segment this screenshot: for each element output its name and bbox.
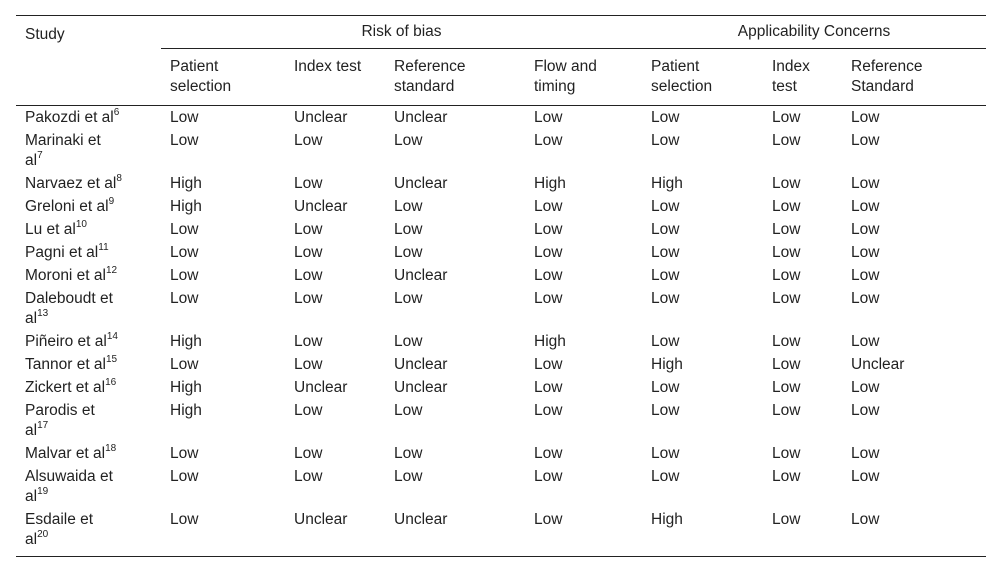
rating-cell: Low bbox=[294, 333, 323, 350]
study-name: Greloni et $al^9$ bbox=[25, 195, 115, 215]
reference-number: 15 bbox=[106, 353, 118, 365]
rating-cell: Low bbox=[394, 468, 423, 485]
column-header-line: Reference bbox=[851, 58, 923, 75]
rating-cell: Low bbox=[170, 221, 199, 238]
rating-cell: Unclear bbox=[394, 511, 448, 528]
rating-cell: Low bbox=[170, 468, 199, 485]
table-row bbox=[16, 195, 986, 218]
rating-cell: Low bbox=[394, 402, 423, 419]
study-name-line: $al^{19}$ bbox=[25, 485, 49, 505]
rating-cell: Low bbox=[651, 402, 680, 419]
rating-cell: Low bbox=[851, 402, 880, 419]
rating-cell: Low bbox=[772, 379, 801, 396]
rating-cell: Low bbox=[772, 221, 801, 238]
rating-cell: Low bbox=[851, 132, 880, 149]
rating-cell: Low bbox=[772, 402, 801, 419]
rating-cell: Low bbox=[772, 198, 801, 215]
rating-cell: Unclear bbox=[394, 109, 448, 126]
rating-cell: Low bbox=[534, 267, 563, 284]
rating-cell: High bbox=[651, 356, 683, 373]
rating-cell: Low bbox=[651, 267, 680, 284]
rating-cell: High bbox=[534, 333, 566, 350]
study-name: Narvaez et $al^8$ bbox=[25, 172, 122, 192]
study-name: Zickert et $al^{16}$ bbox=[25, 376, 117, 396]
rating-cell: Low bbox=[534, 356, 563, 373]
study-name-line: $al^{17}$ bbox=[25, 419, 49, 439]
column-header-line: selection bbox=[170, 78, 232, 95]
rating-cell: Low bbox=[651, 333, 680, 350]
study-name bbox=[16, 129, 161, 172]
reference-number: 17 bbox=[37, 419, 49, 431]
study-name: Malvar et $al^{18}$ bbox=[25, 442, 117, 462]
rating-cell: Low bbox=[651, 244, 680, 261]
study-name bbox=[16, 399, 161, 442]
rating-cell: Low bbox=[851, 379, 880, 396]
study-name: Tannor et $al^{15}$ bbox=[25, 353, 118, 373]
rating-cell: Low bbox=[170, 445, 199, 462]
column-header-line: Patient bbox=[170, 58, 219, 75]
rating-cell: Low bbox=[651, 445, 680, 462]
reference-number: 7 bbox=[37, 149, 43, 161]
table-row bbox=[16, 353, 986, 376]
table-row bbox=[16, 106, 986, 130]
rating-cell: Low bbox=[651, 379, 680, 396]
rating-cell: Low bbox=[772, 109, 801, 126]
rating-cell: Low bbox=[772, 290, 801, 307]
rating-cell: Low bbox=[651, 290, 680, 307]
study-name-line: Daleboudt et bbox=[25, 290, 113, 307]
rating-cell: Low bbox=[772, 132, 801, 149]
rating-cell: Low bbox=[294, 244, 323, 261]
study-name-line: $al^7$ bbox=[25, 149, 43, 169]
column-header-line: test bbox=[772, 78, 797, 95]
column-header bbox=[525, 49, 642, 106]
study-column-header bbox=[16, 25, 161, 106]
rating-cell: Low bbox=[534, 109, 563, 126]
study-name: Pakozdi et $al^6$ bbox=[25, 106, 120, 126]
rating-cell: Low bbox=[294, 402, 323, 419]
column-header-line: Standard bbox=[851, 78, 914, 95]
rating-cell: Low bbox=[651, 109, 680, 126]
rating-cell: High bbox=[170, 402, 202, 419]
rating-cell: Low bbox=[851, 333, 880, 350]
rating-cell: Low bbox=[851, 468, 880, 485]
rating-cell: Unclear bbox=[294, 109, 348, 126]
column-header-line: Patient bbox=[651, 58, 700, 75]
reference-number: 19 bbox=[37, 485, 49, 497]
table-row bbox=[16, 287, 986, 330]
study-name: Moroni et $al^{12}$ bbox=[25, 264, 118, 284]
header-group-row bbox=[16, 16, 986, 49]
rating-cell: Low bbox=[851, 221, 880, 238]
rating-cell: Low bbox=[534, 244, 563, 261]
rating-cell: Unclear bbox=[294, 511, 348, 528]
rating-cell: Unclear bbox=[394, 379, 448, 396]
quadas-table-container bbox=[16, 15, 986, 557]
rating-cell: High bbox=[534, 175, 566, 192]
rating-cell: Low bbox=[851, 175, 880, 192]
table-row bbox=[16, 330, 986, 353]
column-header-line: timing bbox=[534, 78, 576, 95]
table-row bbox=[16, 241, 986, 264]
rating-cell: Low bbox=[534, 468, 563, 485]
rating-cell: Low bbox=[294, 221, 323, 238]
column-header bbox=[385, 49, 525, 106]
reference-number: 14 bbox=[106, 330, 118, 342]
rating-cell: Unclear bbox=[394, 356, 448, 373]
rating-cell: Unclear bbox=[294, 198, 348, 215]
column-header bbox=[161, 49, 285, 106]
rating-cell: Low bbox=[394, 290, 423, 307]
study-name bbox=[16, 508, 161, 557]
table-row bbox=[16, 218, 986, 241]
rating-cell: Low bbox=[534, 511, 563, 528]
rating-cell: Low bbox=[394, 445, 423, 462]
rating-cell: Unclear bbox=[394, 267, 448, 284]
study-name: Lu et $al^{10}$ bbox=[25, 218, 87, 238]
column-header bbox=[285, 49, 385, 106]
rating-cell: Low bbox=[294, 445, 323, 462]
table-row bbox=[16, 399, 986, 442]
reference-number: 16 bbox=[105, 376, 117, 388]
rating-cell: Low bbox=[170, 356, 199, 373]
table-row bbox=[16, 442, 986, 465]
rating-cell: Low bbox=[394, 198, 423, 215]
risk-of-bias-table bbox=[16, 15, 986, 557]
rating-cell: Low bbox=[651, 132, 680, 149]
rating-cell: Low bbox=[294, 132, 323, 149]
column-header-line: standard bbox=[394, 78, 455, 95]
rating-cell: Low bbox=[534, 402, 563, 419]
rating-cell: Low bbox=[851, 511, 880, 528]
study-name: Piñeiro et $al^{14}$ bbox=[25, 330, 118, 350]
rating-cell: Low bbox=[851, 267, 880, 284]
rating-cell: Low bbox=[294, 175, 323, 192]
table-row bbox=[16, 129, 986, 172]
reference-number: 6 bbox=[113, 106, 120, 118]
rating-cell: High bbox=[170, 198, 202, 215]
table-row bbox=[16, 465, 986, 508]
rating-cell: Low bbox=[772, 468, 801, 485]
table-body bbox=[16, 106, 986, 557]
rating-cell: High bbox=[170, 333, 202, 350]
study-name-line: Parodis et bbox=[25, 402, 95, 419]
rating-cell: Unclear bbox=[394, 175, 448, 192]
table-row bbox=[16, 508, 986, 557]
table-row bbox=[16, 172, 986, 195]
column-header-line: Reference bbox=[394, 58, 466, 75]
rating-cell: Low bbox=[170, 290, 199, 307]
reference-number: 8 bbox=[116, 172, 122, 184]
column-header-line: Index test bbox=[294, 58, 362, 75]
rating-cell: Unclear bbox=[294, 379, 348, 396]
rating-cell: Low bbox=[772, 356, 801, 373]
rating-cell: Low bbox=[534, 132, 563, 149]
rating-cell: Low bbox=[851, 198, 880, 215]
rating-cell: Low bbox=[651, 468, 680, 485]
table-row bbox=[16, 264, 986, 287]
reference-number: 20 bbox=[37, 528, 49, 540]
rating-cell: Low bbox=[772, 333, 801, 350]
column-header-line: Index bbox=[772, 58, 810, 75]
header-columns-row bbox=[16, 49, 986, 106]
rating-cell: Low bbox=[772, 267, 801, 284]
study-name-line: $al^{20}$ bbox=[25, 528, 49, 548]
rating-cell: High bbox=[651, 511, 683, 528]
reference-number: 9 bbox=[108, 195, 115, 207]
rating-cell: Low bbox=[534, 221, 563, 238]
reference-number: 18 bbox=[105, 442, 117, 454]
study-name bbox=[16, 465, 161, 508]
risk-of-bias-header: Risk of bias bbox=[161, 16, 642, 49]
rating-cell: Low bbox=[170, 244, 199, 261]
rating-cell: Low bbox=[170, 109, 199, 126]
rating-cell: Low bbox=[534, 198, 563, 215]
rating-cell: Low bbox=[651, 221, 680, 238]
study-name-line: $al^{13}$ bbox=[25, 307, 49, 327]
rating-cell: Low bbox=[170, 267, 199, 284]
column-header-line: selection bbox=[651, 78, 713, 95]
rating-cell: Unclear bbox=[851, 356, 905, 373]
rating-cell: High bbox=[651, 175, 683, 192]
reference-number: 10 bbox=[75, 218, 87, 230]
rating-cell: Low bbox=[772, 511, 801, 528]
rating-cell: Low bbox=[534, 290, 563, 307]
reference-number: 13 bbox=[37, 307, 49, 319]
rating-cell: Low bbox=[294, 267, 323, 284]
study-name-line: Esdaile et bbox=[25, 511, 94, 528]
rating-cell: Low bbox=[394, 333, 423, 350]
rating-cell: Low bbox=[851, 109, 880, 126]
column-header bbox=[642, 49, 763, 106]
rating-cell: Low bbox=[851, 445, 880, 462]
rating-cell: Low bbox=[294, 290, 323, 307]
table-row bbox=[16, 376, 986, 399]
rating-cell: Low bbox=[394, 221, 423, 238]
rating-cell: Low bbox=[772, 445, 801, 462]
rating-cell: Low bbox=[170, 511, 199, 528]
rating-cell: Low bbox=[772, 244, 801, 261]
rating-cell: Low bbox=[534, 379, 563, 396]
rating-cell: High bbox=[170, 175, 202, 192]
column-header-line: Flow and bbox=[534, 58, 597, 75]
study-name bbox=[16, 287, 161, 330]
rating-cell: Low bbox=[294, 468, 323, 485]
rating-cell: High bbox=[170, 379, 202, 396]
column-header bbox=[842, 49, 986, 106]
reference-number: 12 bbox=[105, 264, 118, 276]
rating-cell: Low bbox=[651, 198, 680, 215]
column-header bbox=[763, 49, 842, 106]
rating-cell: Low bbox=[772, 175, 801, 192]
rating-cell: Low bbox=[851, 290, 880, 307]
study-name: Pagni et $al^{11}$ bbox=[25, 241, 109, 261]
rating-cell: Low bbox=[294, 356, 323, 373]
study-header-label: Study bbox=[25, 25, 65, 43]
rating-cell: Low bbox=[534, 445, 563, 462]
reference-number: 11 bbox=[98, 241, 109, 253]
rating-cell: Low bbox=[170, 132, 199, 149]
rating-cell: Low bbox=[394, 244, 423, 261]
rating-cell: Low bbox=[394, 132, 423, 149]
study-name-line: Marinaki et bbox=[25, 132, 101, 149]
study-name-line: Alsuwaida et bbox=[25, 468, 113, 485]
applicability-header: Applicability Concerns bbox=[642, 16, 986, 49]
rating-cell: Low bbox=[851, 244, 880, 261]
